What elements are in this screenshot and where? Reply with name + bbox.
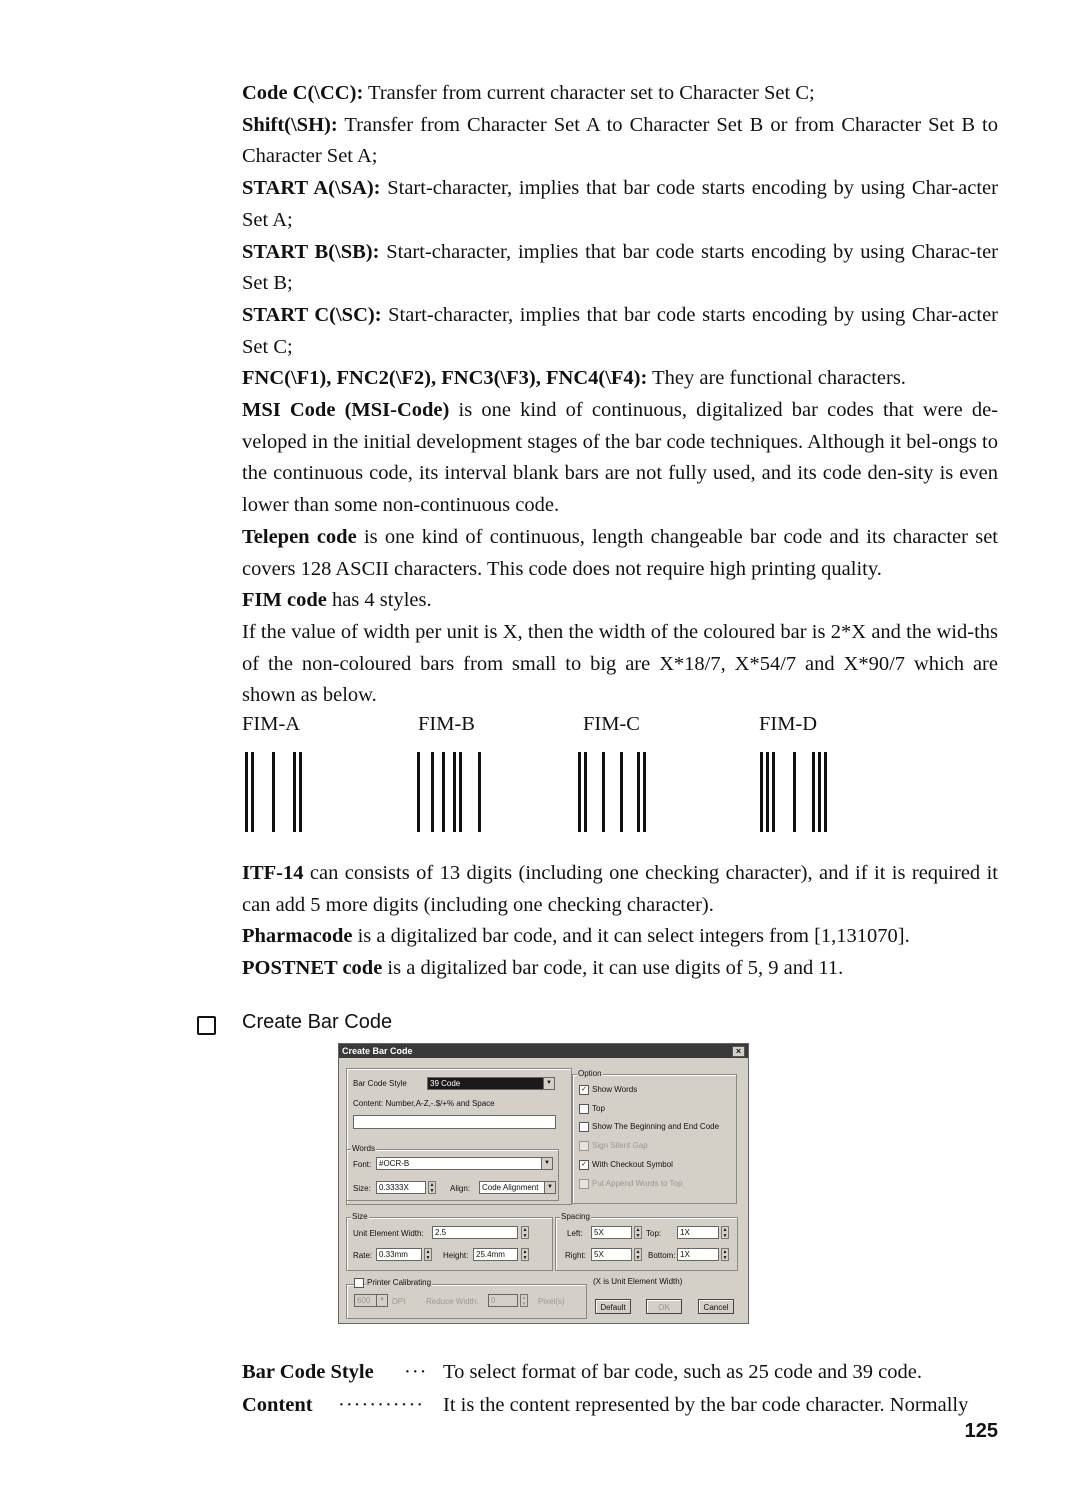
paragraph-postnet xyxy=(242,953,998,985)
ok-button[interactable]: OK xyxy=(646,1299,682,1314)
fim-c-bar xyxy=(584,752,587,832)
top-spacing-input[interactable]: 1X xyxy=(677,1226,719,1239)
reduce-width-input[interactable]: 0 xyxy=(488,1294,518,1307)
term: FIM code xyxy=(242,589,327,612)
height-input[interactable]: 25.4mm xyxy=(473,1248,518,1261)
top-checkbox[interactable] xyxy=(579,1104,589,1114)
term: MSI Code (MSI-Code) xyxy=(242,399,450,422)
paragraph-pharmacode xyxy=(242,921,998,953)
font-select[interactable] xyxy=(376,1157,553,1170)
fim-b-label: FIM-B xyxy=(418,713,475,735)
term: FNC(\F1), FNC2(\F2), FNC3(\F3), FNC4(\F4): xyxy=(242,367,648,390)
words-group-title: Words xyxy=(352,1144,375,1153)
description: Start-character, implies that bar code starts encoding by using Char-acter Set A; xyxy=(242,177,998,231)
paragraph-telepen xyxy=(242,522,998,585)
dialog-title-bar xyxy=(339,1044,748,1058)
description: is a digitalized bar code, it can use digits of 5, 9 and 11. xyxy=(382,957,844,980)
fim-c-label: FIM-C xyxy=(583,713,640,735)
fim-c-bar xyxy=(578,752,581,832)
height-label: Height: xyxy=(443,1251,469,1260)
checkout-symbol-checkbox[interactable]: ✓ xyxy=(579,1160,589,1170)
description: Transfer from Character Set A to Character Set B or from Character Set B to Character Set A; xyxy=(242,113,998,168)
fim-d-bar xyxy=(760,752,763,832)
paragraph-fnc xyxy=(242,363,998,395)
dpi-value: 600 xyxy=(357,1296,371,1305)
description: Start-character, implies that bar code starts encoding by using Char-acter Set C; xyxy=(242,303,998,358)
fim-a-bar xyxy=(293,752,296,832)
barcode-style-select[interactable] xyxy=(427,1077,555,1090)
dpi-select[interactable] xyxy=(354,1294,388,1307)
left-label: Left: xyxy=(567,1229,583,1238)
definition-dots: ··· xyxy=(404,1361,428,1383)
size-label: Size: xyxy=(353,1184,371,1193)
page-number: 125 xyxy=(964,1420,998,1442)
term: POSTNET code xyxy=(242,957,383,980)
top-label: Top xyxy=(592,1104,605,1113)
checkbox-bullet-icon xyxy=(197,1016,216,1035)
term: Code C(\CC): xyxy=(242,82,364,104)
paragraph-start-a xyxy=(242,173,998,236)
term: START C(\SC): xyxy=(242,303,382,326)
chevron-down-icon[interactable]: ▼ xyxy=(543,1078,554,1089)
fim-d-bar xyxy=(812,752,815,832)
rate-label: Rate: xyxy=(353,1251,373,1260)
put-append-label: Put Append Words to Top xyxy=(592,1179,683,1188)
definition-term: Content xyxy=(242,1394,313,1416)
fim-d-label: FIM-D xyxy=(759,713,818,735)
create-bar-code-dialog xyxy=(338,1043,749,1324)
align-select[interactable] xyxy=(479,1181,556,1194)
paragraph-code-c xyxy=(242,78,998,110)
content-label: Content: Number,A-Z,-.$/+% and Space xyxy=(353,1099,495,1108)
paragraph-itf14 xyxy=(242,858,998,921)
fim-b-bar xyxy=(478,752,481,832)
description: Start-character, implies that bar code starts encoding by using Charac-ter Set B; xyxy=(242,240,998,295)
definition-term: Bar Code Style xyxy=(242,1361,374,1383)
fim-a-bar xyxy=(272,752,275,832)
fim-a-bar xyxy=(245,752,248,832)
left-spinner[interactable]: ▲ ▼ xyxy=(635,1227,641,1239)
show-words-label: Show Words xyxy=(592,1085,638,1094)
paragraph-fim xyxy=(242,585,998,617)
left-input[interactable]: 5X xyxy=(591,1226,632,1239)
top-spacing-label: Top: xyxy=(646,1229,662,1238)
definition-description: It is the content represented by the bar code character. Normally xyxy=(443,1394,969,1416)
description: is a digitalized bar code, and it can select integers from [1,131070]. xyxy=(352,925,910,948)
printer-calibrating-label: Printer Calibrating xyxy=(367,1278,432,1287)
sign-silent-gap-checkbox[interactable] xyxy=(579,1141,589,1151)
fim-d-bar xyxy=(772,752,775,832)
paragraph-start-c xyxy=(242,300,998,363)
align-label: Align: xyxy=(450,1184,471,1193)
rate-input[interactable]: 0.33mm xyxy=(376,1248,422,1261)
reduce-width-spinner[interactable]: ▲ ▼ xyxy=(521,1295,527,1307)
description: has 4 styles. xyxy=(326,589,432,612)
barcode-style-label: Bar Code Style xyxy=(353,1079,407,1088)
fim-d-bar xyxy=(766,752,769,832)
show-begin-end-label: Show The Beginning and End Code xyxy=(592,1122,720,1131)
checkout-symbol-label: With Checkout Symbol xyxy=(592,1160,673,1169)
chevron-down-icon[interactable]: ▼ xyxy=(544,1182,555,1193)
right-label: Right: xyxy=(565,1251,586,1260)
content-input[interactable] xyxy=(353,1115,556,1129)
paragraph-msi xyxy=(242,395,998,522)
size-spinner[interactable]: ▲ ▼ xyxy=(429,1182,435,1194)
fim-c-bar xyxy=(602,752,605,832)
align-value: Code Alignment xyxy=(482,1183,539,1192)
fim-a-bar xyxy=(299,752,302,832)
show-begin-end-checkbox[interactable] xyxy=(579,1122,589,1132)
term: Shift(\SH): xyxy=(242,113,338,136)
lower-text xyxy=(242,858,998,985)
font-value: #OCR-B xyxy=(379,1159,410,1168)
description: is one kind of continuous, digitalized bar codes that were de-veloped in the initial development stages of the bar code techniques. Although it bel-ongs to the continuous code, its interval blank bars are not fully used, and its code den-sity is even lower than some non-continuous code. xyxy=(242,399,998,517)
description: Transfer from current character set to Character Set C; xyxy=(363,82,815,104)
description: can consists of 13 digits (including one checking character), and if it is required it can add 5 more digits (including one checking character). xyxy=(242,862,998,916)
fim-d-bar xyxy=(824,752,827,832)
term: START A(\SA): xyxy=(242,177,381,200)
put-append-checkbox[interactable] xyxy=(579,1179,589,1189)
fim-b-bar xyxy=(442,752,445,832)
definition-description: To select format of bar code, such as 25 code and 39 code. xyxy=(443,1361,922,1383)
close-icon[interactable]: × xyxy=(732,1046,745,1057)
dpi-label: DPI xyxy=(392,1297,406,1306)
paragraph-start-b xyxy=(242,237,998,300)
paragraph-shift xyxy=(242,110,998,173)
chevron-down-icon[interactable]: ▼ xyxy=(541,1158,552,1169)
bottom-label: Bottom: xyxy=(648,1251,676,1260)
chevron-down-icon[interactable]: ▼ xyxy=(376,1295,387,1306)
unit-width-spinner[interactable]: ▲ ▼ xyxy=(522,1227,528,1239)
fim-d-bar xyxy=(818,752,821,832)
section-title: Create Bar Code xyxy=(242,1011,393,1033)
description: If the value of width per unit is X, then the width of the coloured bar is 2*X and the wid-ths of the non-coloured bars from small to big are X*18/7, X*54/7 and X*90/7 which are shown as below. xyxy=(242,620,998,707)
size-input[interactable]: 0.3333X xyxy=(376,1181,426,1194)
fim-c-bar xyxy=(620,752,623,832)
show-words-checkbox[interactable]: ✓ xyxy=(579,1085,589,1095)
default-button[interactable]: Default xyxy=(595,1299,631,1314)
right-input[interactable]: 5X xyxy=(591,1248,632,1261)
barcode-style-value: 39 Code xyxy=(430,1079,461,1088)
definition-dots: ··········· xyxy=(338,1394,425,1416)
unit-note: (X is Unit Element Width) xyxy=(593,1277,683,1286)
description: They are functional characters. xyxy=(647,367,906,390)
paragraph-fim-width xyxy=(242,617,998,712)
dialog-title: Create Bar Code xyxy=(342,1046,413,1056)
description: is one kind of continuous, length changeable bar code and its character set covers 128 ASCII characters. This code does not require high printing quality. xyxy=(242,525,998,580)
fim-b-bar xyxy=(459,752,462,832)
fim-c-bar xyxy=(643,752,646,832)
height-spinner[interactable]: ▲ ▼ xyxy=(522,1249,528,1261)
pixel-label: Pixel(s) xyxy=(538,1297,565,1306)
term: Pharmacode xyxy=(242,925,353,948)
bottom-spinner[interactable]: ▲ ▼ xyxy=(722,1249,728,1261)
spacing-group-title: Spacing xyxy=(561,1212,590,1221)
right-spinner[interactable]: ▲ ▼ xyxy=(635,1249,641,1261)
fim-a-label: FIM-A xyxy=(242,713,301,735)
term: ITF-14 xyxy=(242,862,304,884)
term: Telepen code xyxy=(242,525,357,548)
term: START B(\SB): xyxy=(242,240,380,263)
top-spacing-spinner[interactable]: ▲ ▼ xyxy=(722,1227,728,1239)
fim-b-bar xyxy=(453,752,456,832)
cancel-button[interactable]: Cancel xyxy=(698,1299,734,1314)
rate-spinner[interactable]: ▲ ▼ xyxy=(425,1249,431,1261)
size-group-title: Size xyxy=(352,1212,368,1221)
unit-width-input[interactable]: 2.5 xyxy=(432,1226,518,1239)
fim-b-bar xyxy=(431,752,434,832)
unit-width-label: Unit Element Width: xyxy=(353,1229,424,1238)
reduce-width-label: Reduce Width: xyxy=(426,1297,479,1306)
fim-a-bar xyxy=(251,752,254,832)
option-group-title: Option xyxy=(578,1069,602,1078)
printer-calibrating-checkbox[interactable] xyxy=(354,1278,364,1288)
fim-b-bar xyxy=(417,752,420,832)
fim-c-bar xyxy=(637,752,640,832)
sign-silent-gap-label: Sign Silent Gap xyxy=(592,1141,648,1150)
fim-d-bar xyxy=(793,752,796,832)
body-text xyxy=(242,78,998,712)
font-label: Font: xyxy=(353,1160,372,1169)
bottom-input[interactable]: 1X xyxy=(677,1248,719,1261)
